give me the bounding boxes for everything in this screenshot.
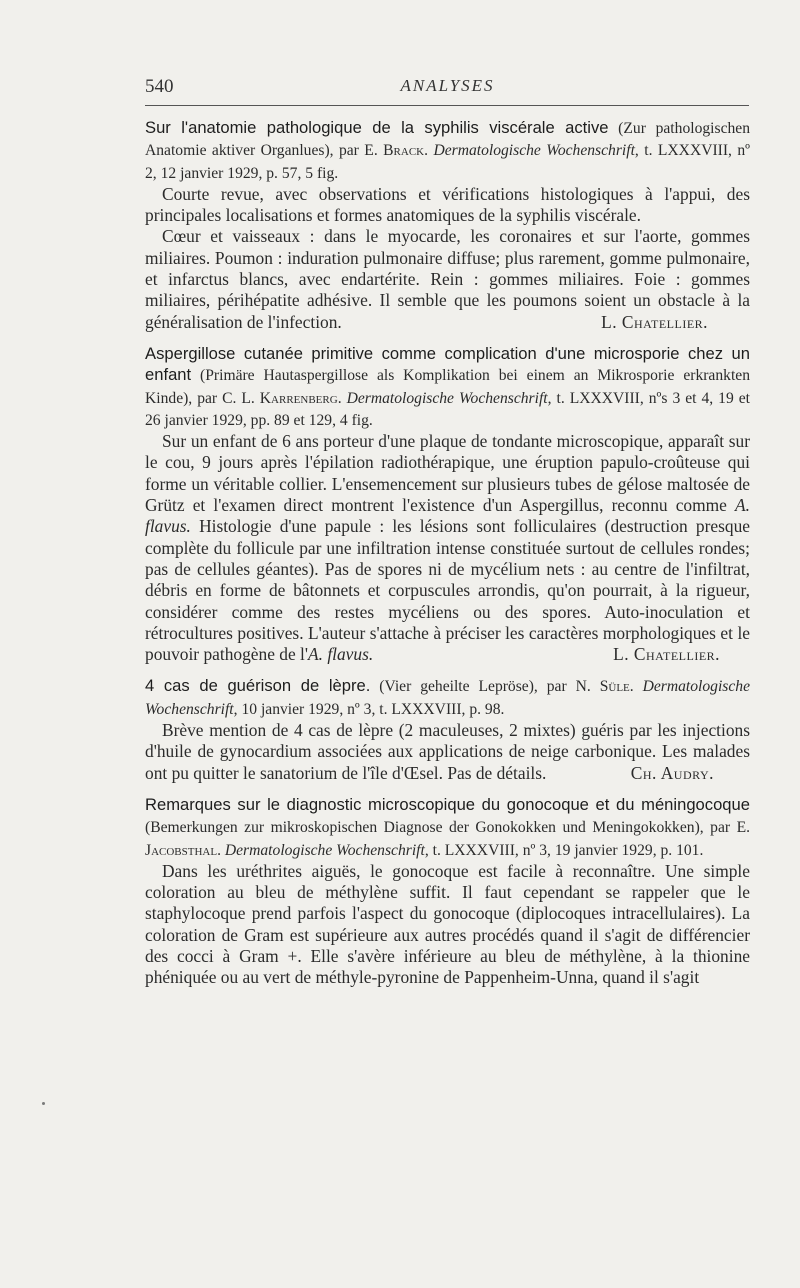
- journal-name: Dermatologische Wochenschrift: [433, 142, 635, 160]
- species-name: A. flavus.: [308, 644, 374, 665]
- article-gonocoque: [145, 794, 750, 989]
- reference-text: (Primäre Hautaspergillose als Komplikation bei einem an Mikrosporie erkrankten Kinde), par C. L.: [145, 367, 750, 407]
- running-title: ANALYSES: [400, 76, 495, 95]
- article-author: Brack: [383, 142, 425, 160]
- article-title: Remarques sur le diagnostic microscopique du gonocoque et du méningocoque: [145, 794, 750, 814]
- page-header: [145, 76, 750, 100]
- reference-separator: .: [217, 841, 225, 859]
- header-rule: [145, 105, 749, 106]
- article-title: 4 cas de guérison de lèpre.: [145, 676, 371, 696]
- reference-separator: .: [424, 142, 434, 160]
- paragraph: [145, 431, 750, 665]
- page-body: [145, 117, 750, 999]
- article-heading: [145, 343, 750, 431]
- journal-name: Dermatologische Wochenschrift: [145, 678, 751, 718]
- paragraph-text: Cœur et vaisseaux : dans le myocarde, les coronaires et sur l'aorte, gommes miliaires. Poumon : induration pulmonaire diffuse; plus rarement, gomme pulmonaire, et infarctus blancs, avec endartérite. Rein : gommes miliaires. Foie : gommes miliaires, périhépatite adhésive. Il semble que les poumons soient un obstacle à la généralisation de l'infection.: [145, 226, 750, 332]
- article-author: Süle: [599, 678, 630, 696]
- article-author: Karrenberg: [259, 389, 338, 407]
- article-aspergillose: [145, 343, 750, 665]
- reference-details: , t. LXXXVIII, nº 3, 19 janvier 1929, p. 101.: [424, 841, 704, 859]
- article-title: Sur l'anatomie pathologique de la syphilis viscérale active: [145, 118, 609, 137]
- signature: Ch. Audry.: [630, 762, 714, 783]
- paragraph: [145, 226, 750, 332]
- reference-details: , t. LXXXVIII, nº 2, 12 janvier 1929, p. 57, 5 fig.: [145, 142, 751, 182]
- reference-separator: .: [629, 678, 643, 696]
- article-author: Jacobsthal: [145, 841, 218, 859]
- paragraph-text: Sur un enfant de 6 ans porteur d'une plaque de tondante microscopique, apparaît sur le cou, 9 jours après l'épilation radiothérapique, une éruption papulo-croûteuse qui forme un véritable collier. L'ensemencement sur plusieurs tubes de gélose maltosée de Grütz et l'examen direct montrent l'existence d'un Aspergillus, reconnu comme: [145, 431, 750, 516]
- signature: L. Chatellier.: [613, 644, 720, 665]
- reference-details: , t. LXXXVIII, nºs 3 et 4, 19 et 26 janvier 1929, pp. 89 et 129, 4 fig.: [145, 389, 750, 429]
- signature: L. Chatellier.: [601, 311, 708, 332]
- article-heading: [145, 117, 750, 184]
- paragraph-text: Brève mention de 4 cas de lèpre (2 maculeuses, 2 mixtes) guéris par les injections d'huile de gynocardium associées aux applications de neige carbonique. Les malades ont pu quitter le sanatorium de l'île d'Œsel. Pas de détails.: [145, 720, 750, 783]
- paragraph: Courte revue, avec observations et vérifications histologiques à l'appui, des principales localisations et formes anatomiques de la syphilis viscérale.: [145, 183, 750, 226]
- reference-separator: .: [337, 389, 347, 407]
- paragraph: Dans les uréthrites aiguës, le gonocoque est facile à reconnaître. Une simple coloration au bleu de méthylène suffit. Il faut cependant se rappeler que le staphylocoque prend parfois l'aspect du gonocoque (diplocoques intracellulaires). La coloration de Gram est supérieure aux autres procédés quand il s'agit de différencier des cocci à Gram +. Elle s'avère inférieure au bleu de méthylène, à la thionine phéniquée ou au vert de méthyle-pyronine de Pappenheim-Unna, quand il s'agit: [145, 860, 750, 988]
- article-heading: [145, 675, 750, 720]
- margin-speck: [42, 1102, 45, 1105]
- page-number: 540: [145, 76, 174, 97]
- article-syphilis: [145, 117, 750, 333]
- reference-text: (Bemerkungen zur mikroskopischen Diagnose der Gonokokken und Meningokokken), par E.: [145, 819, 750, 837]
- paragraph-text: Histologie d'une papule : les lésions sont folliculaires (destruction presque complète du follicule par une infiltration intense constituée surtout de cellules rondes; pas de cellules géantes). Pas de spores ni de mycélium nets : au centre de l'infiltrat, débris en forme de bâtonnets et corpuscules arrondis, qu'on pourrait, à la rigueur, considérer comme des restes mycéliens ou des spores. Auto-inoculation et rétrocultures positives. L'auteur s'attache à préciser les caractères morphologiques et le pouvoir pathogène de l': [145, 516, 750, 665]
- journal-name: Dermatologische Wochenschrift: [224, 841, 425, 859]
- article-title: Aspergillose cutanée primitive comme complication d'une microsporie chez un enfant: [145, 343, 750, 385]
- paragraph: [145, 720, 750, 784]
- article-heading: [145, 794, 750, 861]
- species-name: A. flavus.: [145, 495, 750, 537]
- journal-name: Dermatologische Wochenschrift: [346, 389, 548, 407]
- reference-text: (Zur pathologischen Anatomie aktiver Organlues), par E.: [145, 120, 751, 160]
- article-lepre: [145, 675, 750, 783]
- reference-details: , 10 janvier 1929, nº 3, t. LXXXVIII, p. 98.: [233, 700, 505, 718]
- reference-text: (Vier geheilte Lepröse), par N.: [370, 678, 600, 696]
